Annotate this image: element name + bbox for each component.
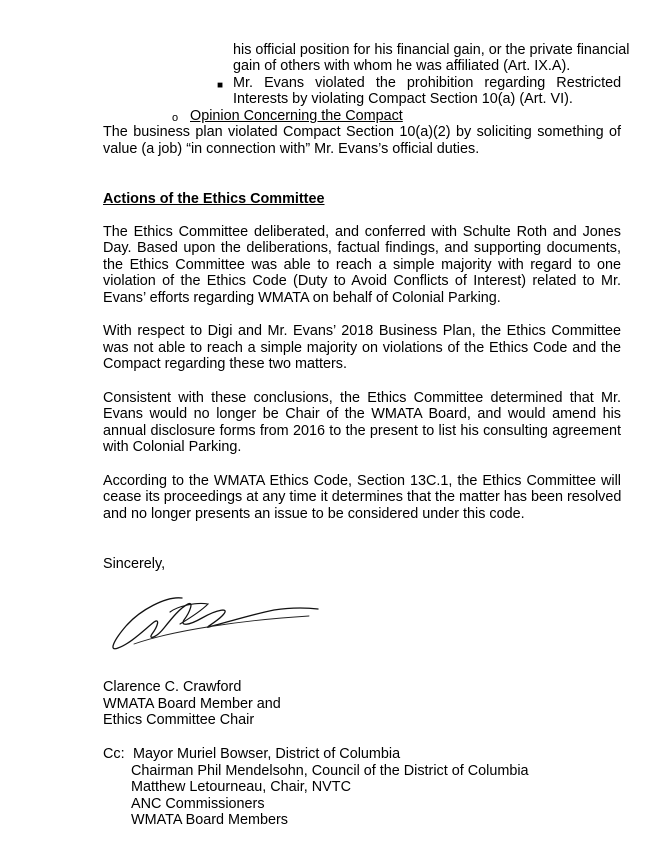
p1-line-5: Evans’ efforts regarding WMATA on behalf of Colonial Parking. <box>103 290 501 306</box>
salutation: Sincerely, <box>103 556 166 572</box>
bullet-line-2: Interests by violating Compact Section 10(a) (Art. VI). <box>233 91 573 107</box>
p2-line-1: With respect to Digi and Mr. Evans’ 2018 Business Plan, the Ethics Committee <box>103 323 621 339</box>
hollow-circle-bullet-icon: o <box>172 112 179 124</box>
p4-line-2: cease its proceedings at any time it determines that the matter has been resolved <box>103 489 622 505</box>
section-heading: Actions of the Ethics Committee <box>103 191 325 207</box>
cc-recipient: Matthew Letourneau, Chair, NVTC <box>131 779 351 795</box>
p3-line-1: Consistent with these conclusions, the Ethics Committee determined that Mr. <box>103 390 621 406</box>
p1-line-4: violation of the Ethics Code (Duty to Avoid Conflicts of Interest) related to Mr. <box>103 273 621 289</box>
handwritten-signature <box>104 588 334 658</box>
cc-recipient: ANC Commissioners <box>131 796 265 812</box>
cc-recipient: Mayor Muriel Bowser, District of Columbia <box>133 746 401 762</box>
compact-paragraph-line-2: value (a job) “in connection with” Mr. Evans’s official duties. <box>103 141 480 157</box>
signer-title-1: WMATA Board Member and <box>103 696 281 712</box>
compact-paragraph-line-1: The business plan violated Compact Section 10(a)(2) by soliciting something of <box>103 124 621 140</box>
p4-line-1: According to the WMATA Ethics Code, Section 13C.1, the Ethics Committee will <box>103 473 621 489</box>
p1-line-1: The Ethics Committee deliberated, and conferred with Schulte Roth and Jones <box>103 224 621 240</box>
cc-recipient: WMATA Board Members <box>131 812 288 828</box>
p1-line-3: the Ethics Committee was able to reach a simple majority with regard to one <box>103 257 621 273</box>
p3-line-4: with Colonial Parking. <box>103 439 242 455</box>
p3-line-3: annual disclosure forms from 2016 to the present to list his consulting agreement <box>103 423 621 439</box>
p4-line-3: and no longer presents an issue to be considered under this code. <box>103 506 525 522</box>
cc-label: Cc: <box>103 746 125 762</box>
p1-line-2: Day. Based upon the deliberations, factual findings, and supporting documents, <box>103 240 621 256</box>
p2-line-3: Compact regarding these two matters. <box>103 356 347 372</box>
subheading-compact: Opinion Concerning the Compact <box>190 108 403 124</box>
signer-title-2: Ethics Committee Chair <box>103 712 255 728</box>
continuation-line-1: his official position for his financial gain, or the private financial <box>233 42 630 58</box>
continuation-line-2: gain of others with whom he was affiliated (Art. IX.A). <box>233 58 571 74</box>
square-bullet-icon: ■ <box>217 80 224 91</box>
p3-line-2: Evans would no longer be Chair of the WMATA Board, and would amend his <box>103 406 621 422</box>
p2-line-2: was not able to reach a simple majority on violations of the Ethics Code and the <box>103 340 621 356</box>
cc-recipient: Chairman Phil Mendelsohn, Council of the District of Columbia <box>131 763 529 779</box>
signer-name: Clarence C. Crawford <box>103 679 242 695</box>
bullet-line-1: Mr. Evans violated the prohibition regarding Restricted <box>233 75 622 91</box>
